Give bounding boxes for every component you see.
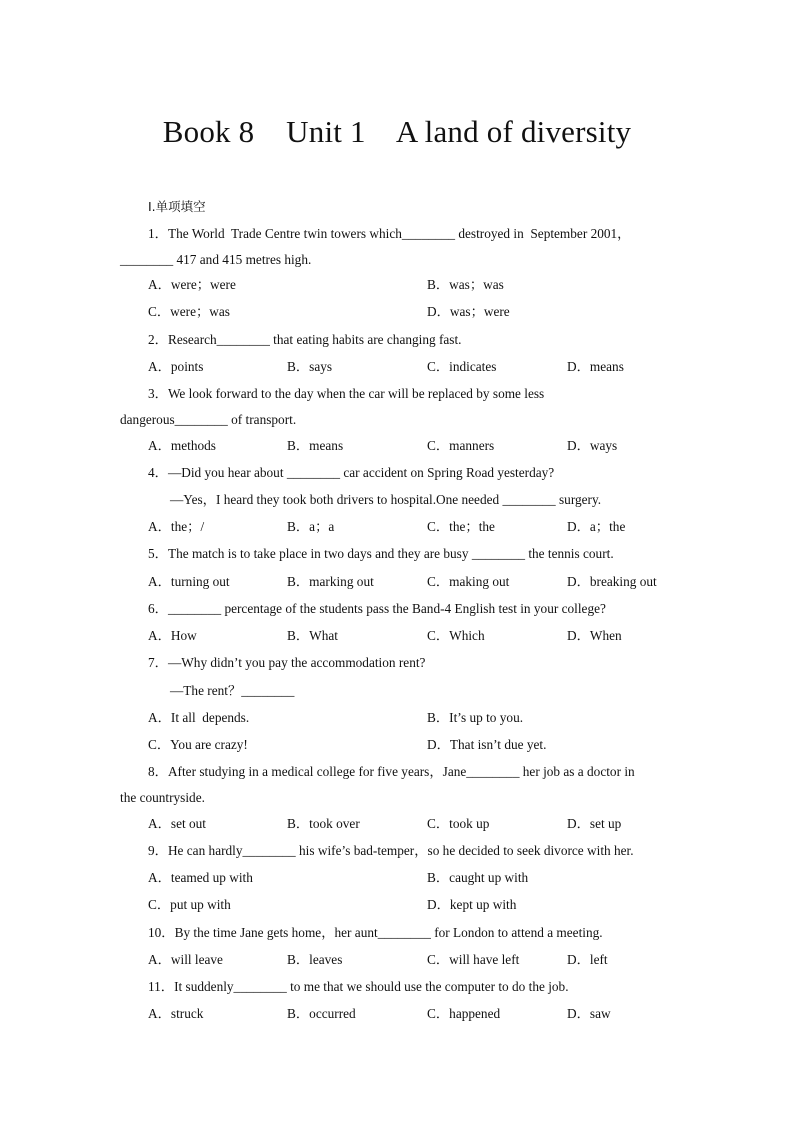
section-heading: Ⅰ.单项填空 (148, 199, 206, 214)
question-3-option-b: B．means (287, 438, 344, 453)
question-1-text-line: 1．The World Trade Centre twin towers which________ destroyed in September 2001， (148, 226, 631, 241)
question-5-text-line: 5．The match is to take place in two days and they are busy ________ the tennis court. (148, 546, 614, 561)
question-6-text-line: 6．________ percentage of the students pass the Band-4 English test in your college? (148, 601, 606, 616)
question-8-option-b: B．took over (287, 816, 360, 831)
question-8-option-a: A．set out (148, 816, 206, 831)
question-6-option-a: A．How (148, 628, 197, 643)
question-3-option-a: A．methods (148, 438, 216, 453)
question-5-option-d: D．breaking out (567, 574, 657, 589)
question-5-option-b: B．marking out (287, 574, 374, 589)
question-2-option-a: A．points (148, 359, 204, 374)
question-2-text-line: 2．Research________ that eating habits are changing fast. (148, 332, 462, 347)
question-8-text-line: 8．After studying in a medical college for five years，Jane________ her job as a doctor in (148, 764, 635, 779)
question-11-text-line: 11．It suddenly________ to me that we should use the computer to do the job. (148, 979, 569, 994)
question-9-option-d: D．kept up with (427, 897, 517, 912)
question-1-option-c: C．were；was (148, 304, 230, 319)
document-title: Book 8 Unit 1 A land of diversity (162, 114, 632, 149)
question-4-text-line: 4．—Did you hear about ________ car accident on Spring Road yesterday? (148, 465, 555, 480)
question-6-option-d: D．When (567, 628, 622, 643)
question-4-option-c: C．the；the (427, 519, 495, 534)
question-1-option-a: A．were；were (148, 277, 236, 292)
question-2-option-b: B．says (287, 359, 333, 374)
question-4-option-d: D．a；the (567, 519, 626, 534)
question-11-option-b: B．occurred (287, 1006, 356, 1021)
question-3-option-d: D．ways (567, 438, 618, 453)
question-4-option-a: A．the；/ (148, 519, 205, 534)
question-8-option-c: C．took up (427, 816, 490, 831)
question-11-option-c: C．happened (427, 1006, 501, 1021)
question-3-text-line: dangerous________ of transport. (120, 412, 297, 427)
question-8-option-d: D．set up (567, 816, 622, 831)
question-1-option-d: D．was；were (427, 304, 510, 319)
question-9-option-b: B．caught up with (427, 870, 529, 885)
question-9-option-a: A．teamed up with (148, 870, 253, 885)
question-9-option-c: C．put up with (148, 897, 231, 912)
question-7-option-c: C．You are crazy! (148, 737, 248, 752)
question-11-option-a: A．struck (148, 1006, 204, 1021)
question-7-text-line: —The rent？________ (170, 683, 295, 698)
question-10-option-a: A．will leave (148, 952, 223, 967)
question-6-option-b: B．What (287, 628, 338, 643)
question-10-option-b: B．leaves (287, 952, 343, 967)
question-10-option-d: D．left (567, 952, 608, 967)
question-3-text-line: 3．We look forward to the day when the car will be replaced by some less (148, 386, 545, 401)
question-4-text-line: —Yes，I heard they took both drivers to hospital.One needed ________ surgery. (170, 492, 602, 507)
question-7-option-a: A．It all depends. (148, 710, 250, 725)
question-5-option-a: A．turning out (148, 574, 230, 589)
question-4-option-b: B．a；a (287, 519, 335, 534)
question-10-option-c: C．will have left (427, 952, 520, 967)
question-10-text-line: 10．By the time Jane gets home，her aunt________ for London to attend a meeting. (148, 925, 603, 940)
question-2-option-d: D．means (567, 359, 624, 374)
question-11-option-d: D．saw (567, 1006, 611, 1021)
question-9-text-line: 9．He can hardly________ his wife’s bad-temper，so he decided to seek divorce with her. (148, 843, 634, 858)
question-8-text-line: the countryside. (120, 790, 205, 805)
question-1-text-line: ________ 417 and 415 metres high. (120, 252, 312, 267)
question-6-option-c: C．Which (427, 628, 485, 643)
question-3-option-c: C．manners (427, 438, 495, 453)
question-5-option-c: C．making out (427, 574, 510, 589)
question-7-text-line: 7．—Why didn’t you pay the accommodation rent? (148, 655, 426, 670)
question-2-option-c: C．indicates (427, 359, 497, 374)
question-1-option-b: B．was；was (427, 277, 504, 292)
question-7-option-d: D．That isn’t due yet. (427, 737, 547, 752)
question-7-option-b: B．It’s up to you. (427, 710, 524, 725)
